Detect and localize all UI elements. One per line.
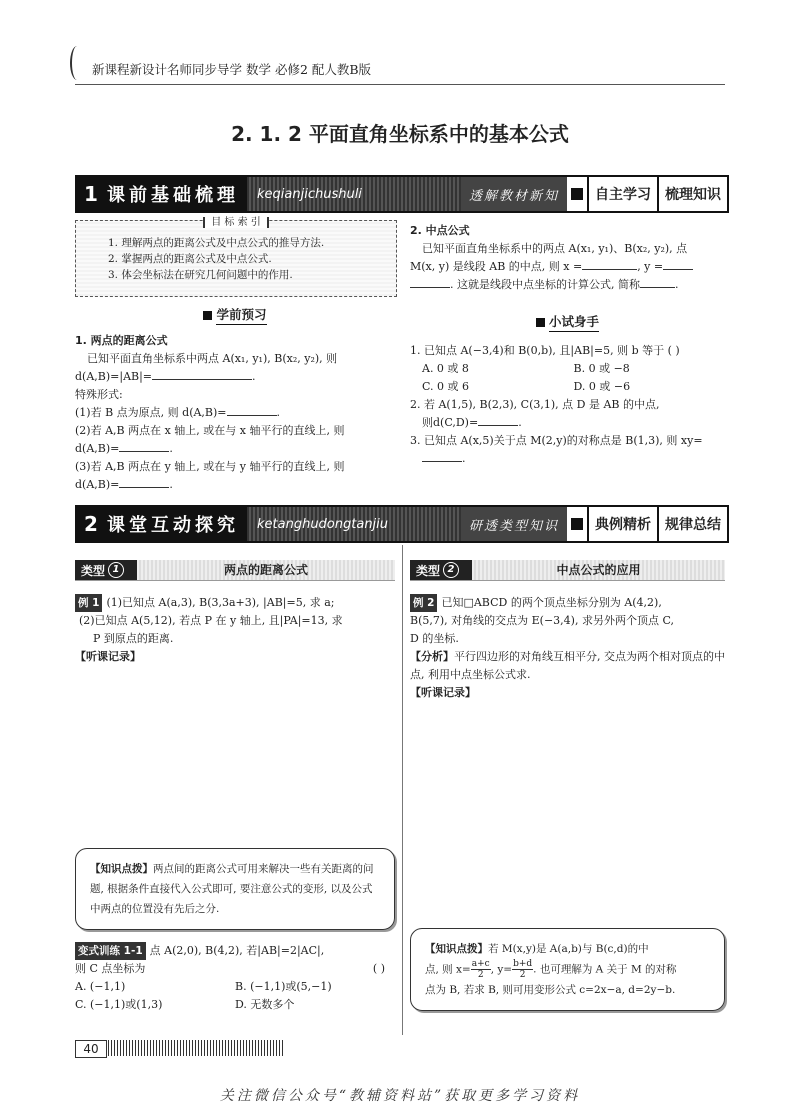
type-1-bar	[75, 560, 395, 581]
variant-line-1: 变式训练 1-1 点 A(2,0), B(4,2), 若|AB|=2|AC|,	[75, 942, 395, 960]
answer-blank[interactable]	[478, 425, 518, 426]
banner-tag-2: 规律总结	[657, 507, 727, 541]
goal-item: 1. 理解两点的距离公式及中点公式的推导方法.	[108, 237, 325, 249]
knowledge-box-2	[410, 928, 725, 1011]
distance-line-2: d(A,B)=|AB|= .	[75, 370, 256, 383]
trial-q2a: 2. 若 A(1,5), B(2,3), C(3,1), 点 D 是 AB 的中点,	[410, 398, 660, 411]
example-1	[75, 594, 395, 666]
distance-line-1: 已知平面直角坐标系中两点 A(x₁, y₁), B(x₂, y₂), 则	[87, 352, 338, 365]
midpoint-line-2: M(x, y) 是线段 AB 的中点, 则 x = , y =	[410, 258, 725, 276]
banner-tag-1: 自主学习	[587, 177, 657, 211]
answer-blank[interactable]	[663, 269, 693, 270]
answer-blank[interactable]	[640, 287, 675, 288]
goals-list	[76, 235, 396, 283]
answer-blank[interactable]	[582, 269, 637, 270]
example-1-line-3: P 到原点的距离.	[93, 632, 174, 645]
example-1-line-1: 例 1 (1)已知点 A(a,3), B(3,3a+3), |AB|=5, 求 a;	[75, 594, 395, 612]
goal-item: 3. 体会坐标法在研究几何问题中的作用.	[108, 269, 293, 281]
answer-blank[interactable]	[119, 451, 169, 452]
analysis: 【分析】平行四边形的对角线互相平分, 交点为两个相对顶点的中点, 利用中点坐标公式求.	[410, 650, 725, 681]
variant-line-2: 则 C 点坐标为 ( )	[75, 962, 385, 975]
distance-title: 1. 两点的距离公式	[75, 334, 168, 347]
answer-blank[interactable]	[227, 415, 277, 416]
trial-q1: 1. 已知点 A(−3,4)和 B(0,b), 且|AB|=5, 则 b 等于 ( )	[410, 344, 680, 357]
answer-blank[interactable]	[410, 287, 450, 288]
midpoint-title: 2. 中点公式	[410, 224, 470, 237]
answer-blank[interactable]	[422, 461, 462, 462]
banner-name: 课堂互动探究	[105, 507, 247, 541]
option[interactable]: B. 0 或 −8	[573, 362, 630, 375]
midpoint-block	[410, 222, 725, 294]
banner-name: 课前基础梳理	[105, 177, 247, 211]
example-2-line-2: B(5,7), 对角线的交点为 E(−3,4), 求另外两个顶点 C,	[410, 614, 674, 627]
variant-training	[75, 942, 395, 1014]
type-tag: 类型 1	[75, 560, 137, 580]
example-1-line-2: (2)已知点 A(5,12), 若点 P 在 y 轴上, 且|PA|=13, 求	[79, 614, 343, 627]
page-number: 40	[75, 1040, 107, 1058]
type-2-bar	[410, 560, 725, 581]
midpoint-line-3: . 这就是线段中点坐标的计算公式, 简称 .	[410, 276, 725, 294]
answer-blank[interactable]	[119, 487, 169, 488]
section-title: 2. 1. 2 平面直角坐标系中的基本公式	[231, 122, 569, 146]
option[interactable]: A. (−1,1)	[75, 980, 126, 993]
banner-slogan: 透解教材新知	[461, 177, 567, 211]
square-icon	[571, 518, 583, 530]
option[interactable]: D. 无数多个	[235, 998, 295, 1011]
column-divider	[402, 545, 403, 1035]
kp2-line-2: 点, 则 x= $\frac{a+c}{2}$, y= $\frac{b+d}{2}$. 也可理解为 A 关于 M 的对称	[425, 959, 677, 980]
special-3a: (3)若 A,B 两点在 y 轴上, 或在与 y 轴平行的直线上, 则	[75, 460, 345, 473]
trial-q3a: 3. 已知点 A(x,5)关于点 M(2,y)的对称点是 B(1,3), 则 xy=	[410, 434, 703, 447]
section-banner-2	[75, 505, 729, 543]
answer-blank[interactable]	[152, 379, 252, 380]
knowledge-box-1: 【知识点拨】两点间的距离公式可用来解决一些有关距离的问题, 根据条件直接代入公式即可, 要注意公式的变形, 以及公式中两点的位置没有先后之分.	[75, 848, 395, 930]
banner-number: 1	[77, 177, 105, 211]
example-label: 例 2	[410, 594, 437, 612]
kp2-line-3: 点为 B, 若求 B, 则可用变形公式 c=2x−a, d=2y−b.	[425, 984, 676, 996]
trial-block	[410, 342, 725, 468]
special-label: 特殊形式:	[75, 388, 123, 401]
kp2-line-1: 【知识点拨】若 M(x,y)是 A(a,b)与 B(c,d)的中	[425, 943, 649, 955]
banner-tag-1: 典例精析	[587, 507, 657, 541]
example-label: 例 1	[75, 594, 102, 612]
variant-label: 变式训练 1-1	[75, 942, 146, 960]
square-icon	[536, 318, 545, 327]
fraction-y: $\frac{b+d}{2}$	[513, 959, 533, 980]
record-label: 【听课记录】	[75, 650, 141, 663]
option[interactable]: C. 0 或 6	[422, 380, 470, 393]
type-title: 中点公式的应用	[556, 563, 641, 577]
type-title: 两点的距离公式	[223, 563, 308, 577]
running-header: 新课程新设计名师同步导学 数学 必修2 配人教B版	[92, 62, 372, 77]
option[interactable]: D. 0 或 −6	[573, 380, 631, 393]
fraction-x: $\frac{a+c}{2}$	[471, 959, 490, 980]
preview-heading: 学前预习	[75, 305, 395, 323]
banner-pinyin: keqianjichushuli	[247, 177, 461, 211]
midpoint-line-1: 已知平面直角坐标系中的两点 A(x₁, y₁)、B(x₂, y₂), 点	[422, 242, 688, 255]
square-icon	[203, 311, 212, 320]
square-icon	[571, 188, 583, 200]
footer-note: 关注微信公众号“教辅资料站”获取更多学习资料	[219, 1088, 581, 1104]
option[interactable]: C. (−1,1)或(1,3)	[75, 998, 163, 1011]
section-banner-1	[75, 175, 729, 213]
variant-options	[75, 978, 395, 1014]
option[interactable]: A. 0 或 8	[422, 362, 469, 375]
header-rule	[75, 84, 725, 85]
header-bracket	[70, 46, 84, 80]
special-2b: d(A,B)= .	[75, 442, 173, 455]
banner-tag-2: 梳理知识	[657, 177, 727, 211]
preview-block	[75, 332, 395, 494]
example-2-line-3: D 的坐标.	[410, 632, 459, 645]
goal-item: 2. 掌握两点的距离公式及中点公式.	[108, 253, 272, 265]
goals-box	[75, 217, 397, 297]
trial-heading: 小试身手	[410, 312, 725, 330]
banner-number: 2	[77, 507, 105, 541]
example-2	[410, 594, 725, 702]
banner-pinyin: ketanghudongtanjiu	[247, 507, 461, 541]
type-tag: 类型 2	[410, 560, 472, 580]
option[interactable]: B. (−1,1)或(5,−1)	[235, 980, 332, 993]
trial-q1-options	[410, 360, 725, 396]
banner-slogan: 研透类型知识	[461, 507, 567, 541]
record-label: 【听课记录】	[410, 686, 476, 699]
special-3b: d(A,B)= .	[75, 478, 173, 491]
example-2-line-1: 例 2 已知□ABCD 的两个顶点坐标分别为 A(4,2),	[410, 594, 725, 612]
trial-q3b: .	[410, 450, 725, 468]
special-1: (1)若 B 点为原点, 则 d(A,B)= .	[75, 406, 281, 419]
trial-q2b: 则d(C,D)= .	[422, 416, 522, 429]
goals-title: 目 标 索 引	[76, 213, 396, 228]
special-2a: (2)若 A,B 两点在 x 轴上, 或在与 x 轴平行的直线上, 则	[75, 424, 345, 437]
